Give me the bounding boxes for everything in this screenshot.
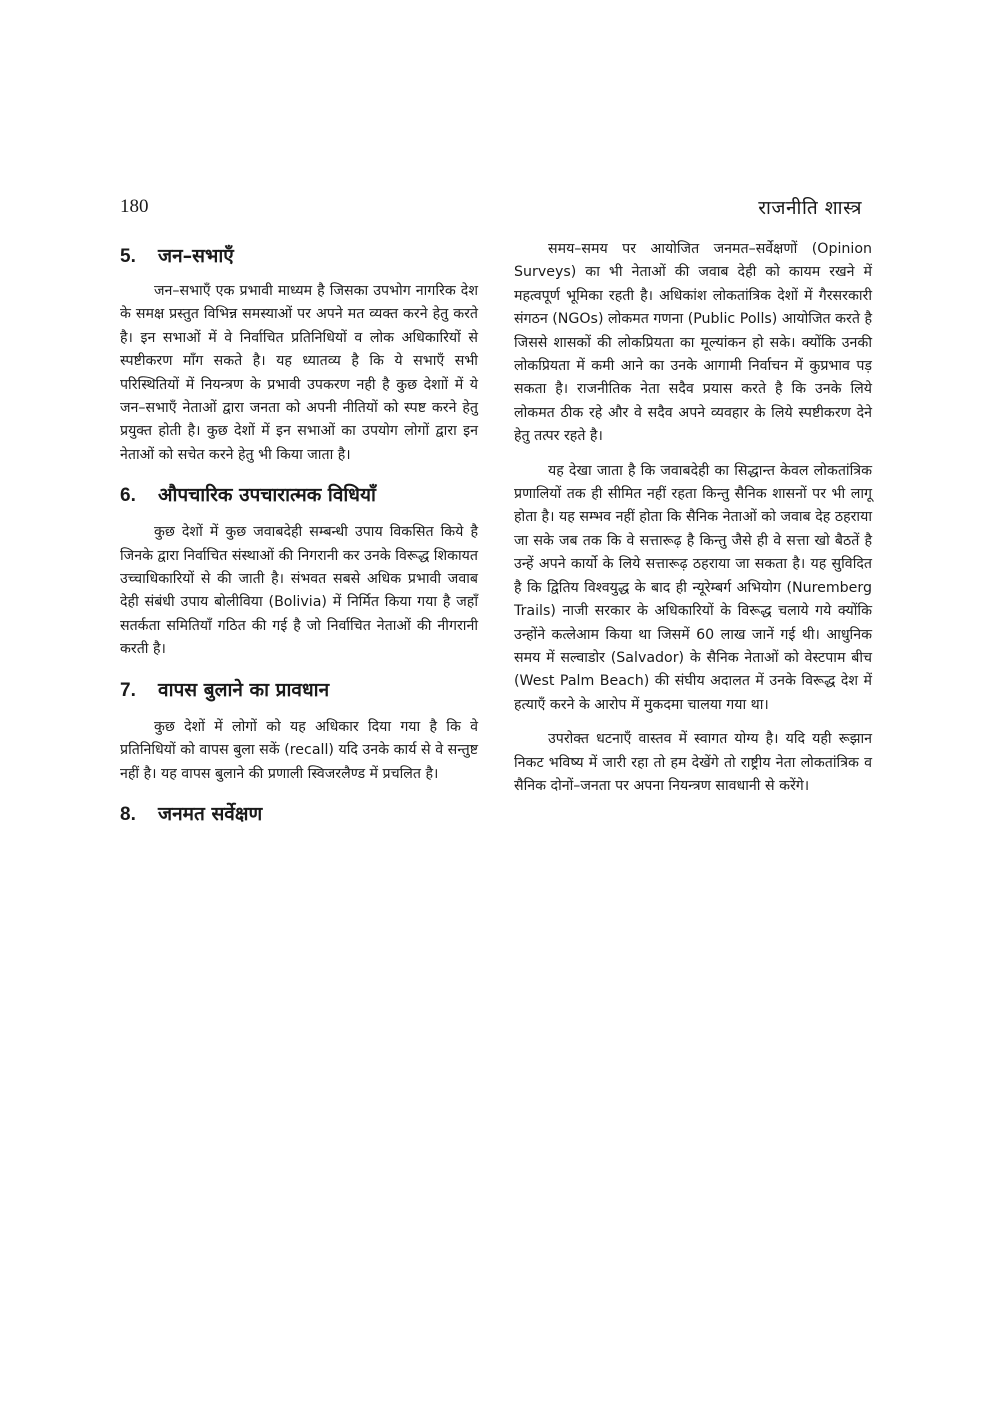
military-accountability-paragraph: यह देखा जाता है कि जवाबदेही का सिद्धान्त केवल लोकतांत्रिक प्रणालियों तक ही सीमित नहीं रहता किन्तु सैनिक शासनों पर भी लागू होता है। यह सम्भव नहीं होता कि सैनिक नेताओं को जवाब देह ठहराया जा सके जब तक कि वे सत्तारूढ़ है किन्तु जैसे ही वे सत्ता खो बैठतें है उन्हें अपने कार्यो के लिये सत्तारूढ़ ठहराया जा सकता है। यह सुविदित है कि द्वितिय विश्वयुद्ध के बाद ही न्यूरेम्बर्ग अभियोग (Nuremberg Trails) नाजी सरकार के अधिकारियों के विरूद्ध चलाये गये क्योंकि उन्होंने कत्लेआम किया था जिसमें 60 लाख जानें गई थी। आधुनिक समय में सल्वाडोर (Salvador) के सैनिक नेताओं को वेस्टपाम बीच (West Palm Beach) की संघीय अदालत में उनके विरूद्ध देश में हत्याएँ करने के आरोप में मुकदमा चालया गया था।: [514, 462, 872, 713]
section-number: 5.: [120, 246, 136, 267]
running-title: राजनीति शास्त्र: [758, 197, 862, 219]
section-heading-8: [120, 800, 478, 826]
section-title: औपचारिक उपचारात्मक विधियाँ: [158, 484, 376, 507]
section-5-paragraph: जन–सभाएँ एक प्रभावी माध्यम है जिसका उपभोग नागरिक देश के समक्ष प्रस्तुत विभिन्न समस्याओं पर अपने मत व्यक्त करने हेतु करते है। इन सभाओं में वे निर्वाचित प्रतिनिधियों व लोक अधिकारियों से स्पष्टीकरण माँग सकते है। यह ध्यातव्य है कि ये सभाएँ सभी परिस्थितियों में नियन्त्रण के प्रभावी उपकरण नही है कुछ देशाों में ये जन–सभाएँ नेताओं द्वारा जनता को अपनी नीतियों को स्पष्ट करने हेतु प्रयुक्त होती है। कुछ देशों में इन सभाओं का उपयोग लोगों द्वारा इन नेताओं को सचेत करने हेतु भी किया जाता है।: [120, 283, 478, 463]
conclusion-paragraph: उपरोक्त धटनाएँ वास्तव में स्वागत योग्य है। यदि यही रूझान निकट भविष्य में जारी रहा तो हम देखेंगे तो राष्ट्रीय नेता लोकतांत्रिक व सैनिक दोनों–जनता पर अपना नियन्त्रण सावधानी से करेंगे।: [514, 731, 872, 794]
section-title: जन–सभाएँ: [158, 245, 234, 267]
section-6-paragraph: कुछ देशों में कुछ जवाबदेही सम्बन्धी उपाय विकसित किये है जिनके द्वारा निर्वाचित संस्थाओं की निगरानी कर उनके विरूद्ध शिकायत उच्चाधिकारियों से की जाती है। संभवत सबसे अधिक प्रभावी जवाब देही संबंधी उपाय बोलीविया (Bolivia) में निर्मित किया गया है जहाँ सतर्कता समितियाँ गठित की गई है जो निर्वाचित नेताओं की नीगरानी करती है।: [120, 524, 478, 658]
opinion-surveys-paragraph: समय–समय पर आयोजित जनमत–सर्वेक्षणों (Opinion Surveys) का भी नेताओं की जवाब देही को कायम रखने में महत्वपूर्ण भूमिका रहती है। अधिकांश लोकतांत्रिक देशों में गैरसरकारी संगठन (NGOs) लोकमत गणना (Public Polls) आयोजित करते है जिससे शासकों की लोकप्रियता का मूल्यांकन हो सके। क्योंकि उनकी लोकप्रियता में कमी आने का उनके आगामी निर्वाचन में कुप्रभाव पड़ सकता है। राजनीतिक नेता सदैव प्रयास करते है कि उनके लिये लोकमत ठीक रहे और वे सदैव अपने व्यवहार के लिये स्पष्टीकरण देने हेतु तत्पर रहते है।: [514, 241, 872, 445]
section-heading-6: [120, 481, 478, 507]
section-number: 6.: [120, 485, 136, 507]
section-heading-7: [120, 676, 478, 702]
section-7-paragraph: कुछ देशों में लोगों को यह अधिकार दिया गया है कि वे प्रतिनिधियों को वापस बुला सकें (recall) यदि उनके कार्य से वे सन्तुष्ट नहीं है। यह वापस बुलाने की प्रणाली स्विजरलैण्ड में प्रचलित है।: [120, 718, 478, 782]
left-column: [120, 238, 478, 840]
section-title: जनमत सर्वेक्षण: [158, 802, 263, 825]
section-number: 7.: [120, 679, 136, 701]
page-number: 180: [120, 196, 149, 217]
right-column: [514, 238, 872, 809]
section-title: वापस बुलाने का प्रावधान: [158, 678, 330, 701]
section-heading-5: [120, 242, 478, 268]
section-number: 8.: [120, 803, 136, 825]
